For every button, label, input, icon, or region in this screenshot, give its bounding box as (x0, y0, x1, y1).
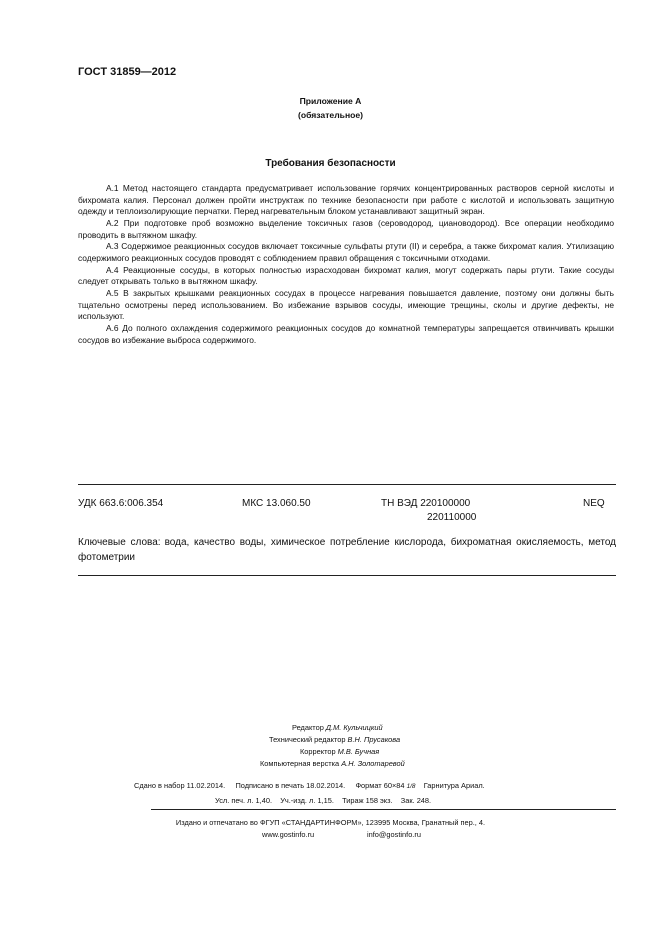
appendix-title: Приложение А (299, 96, 362, 106)
keywords-bottom-rule (78, 575, 616, 576)
layout-role: Компьютерная верстка (260, 759, 340, 768)
imprint-editor (292, 723, 383, 732)
paragraph-a1: А.1 Метод настоящего стандарта предусматривает использование горячих концентрированных растворов серной кислоты и бихромата калия. Персонал должен пройти инструктаж по технике безопасности при работе с кислотой и использовать защитную одежду и теплоизолирующие перчатки. Перед нагревательным блоком устанавливают защитный экран. (78, 183, 614, 217)
keywords-text: вода, качество воды, химическое потребление кислорода, бихроматная окисляемость, метод фотометрии (78, 537, 616, 563)
publisher-website: www.gostinfo.ru (262, 830, 315, 839)
print-info-line-2: Усл. печ. л. 1,40. Уч.-изд. л. 1,15. Тираж 158 экз. Зак. 248. (215, 796, 432, 805)
udk-code: УДК 663.6:006.354 (78, 498, 164, 509)
tn-ved-label: ТН ВЭД (381, 498, 418, 509)
standard-code: ГОСТ 31859—2012 (78, 66, 177, 78)
keywords (78, 536, 616, 565)
corrector-role: Корректор (300, 747, 336, 756)
tech-editor-name: В.Н. Прусакова (347, 735, 401, 744)
tech-editor-role: Технический редактор (269, 735, 346, 744)
imprint-layout (260, 759, 405, 768)
imprint-corrector (300, 747, 379, 756)
appendix-subtitle: (обязательное) (297, 110, 364, 120)
classification-top-rule (78, 484, 616, 485)
publisher-email: info@gostinfo.ru (367, 830, 421, 839)
paragraph-a6: А.6 До полного охлаждения содержимого реакционных сосудов до комнатной температуры запрещается отвинчивать крышки сосудов во избежание выброса содержимого. (78, 322, 614, 345)
section-title: Требования безопасности (265, 158, 396, 169)
tn-ved-code (381, 498, 470, 509)
paragraph-a3: А.3 Содержимое реакционных сосудов включает токсичные сульфаты ртути (II) и серебра, а также бихромат калия. Утилизацию содержимого реакционных сосудов проводят с соблюдением правил обращения с токсичными отходами. (78, 241, 614, 263)
print-info-line-1 (134, 781, 485, 790)
print-dates-format: Сдано в набор 11.02.2014. Подписано в печать 18.02.2014. Формат 60×84 (134, 781, 405, 790)
format-fraction: 1/8 (406, 783, 416, 790)
mks-code: МКС 13.060.50 (242, 498, 311, 509)
paragraph-a5: А.5 В закрытых крышками реакционных сосудах в процессе нагревания повышается давление, поэтому они должны быть тщательно осмотрены перед использованием. Во избежание взрывов сосуды, имеющие трещины, сколы и другие дефекты, не используют. (78, 287, 614, 322)
imprint-rule (151, 809, 616, 810)
paragraph-a2: А.2 При подготовке проб возможно выделение токсичных газов (сероводород, циановодород). Все операции необходимо проводить в вытяжном шкафу. (78, 217, 614, 240)
editor-role: Редактор (292, 723, 324, 732)
publisher-line: Издано и отпечатано во ФГУП «СТАНДАРТИНФОРМ», 123995 Москва, Гранатный пер., 4. (175, 818, 486, 827)
editor-name: Д.М. Кульчицкий (325, 723, 383, 732)
paragraph-a4: А.4 Реакционные сосуды, в которых полностью израсходован бихромат калия, могут содержать пары ртути. Такие сосуды следует открывать только в вытяжном шкафу. (78, 264, 614, 287)
imprint-tech-editor (269, 735, 400, 744)
tn-ved-code-2: 220110000 (427, 512, 477, 523)
equivalence-marker: NEQ (583, 498, 605, 509)
tn-ved-code-1: 220100000 (420, 498, 471, 509)
corrector-name: М.В. Бучная (337, 747, 380, 756)
safety-requirements-body (78, 183, 614, 346)
typeface: Гарнитура Ариал. (423, 781, 485, 790)
keywords-label: Ключевые слова: (78, 537, 161, 548)
layout-name: А.Н. Золотаревой (341, 759, 405, 768)
